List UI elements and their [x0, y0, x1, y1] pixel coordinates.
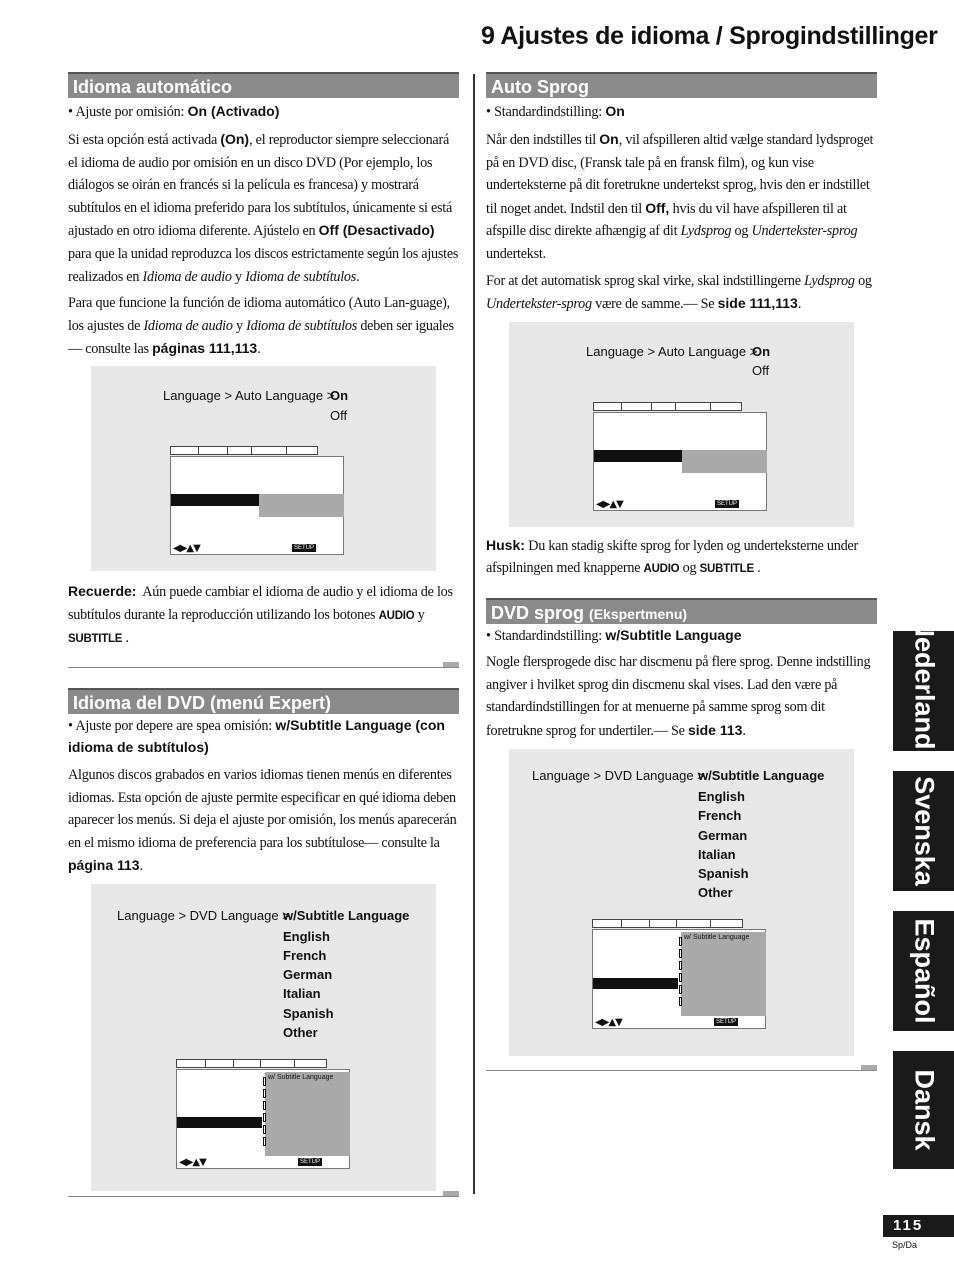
options-panel — [259, 494, 344, 517]
options-panel — [265, 1072, 350, 1156]
auto-language-figure — [509, 322, 854, 527]
option-italian: Italian — [283, 985, 321, 1001]
osd-tabs — [592, 919, 742, 928]
cursor — [263, 1113, 266, 1122]
osd-tabs — [176, 1059, 326, 1068]
right-column-lower — [486, 598, 877, 1056]
cursor — [679, 985, 682, 994]
option-off: Off — [752, 362, 770, 378]
option-on: On — [752, 343, 771, 359]
section-rule — [68, 667, 459, 668]
nav-arrows-icon: ◀▶▲▼ — [173, 542, 200, 554]
page-title: 9 Ajustes de idioma / Sprogindstillinger — [481, 22, 938, 50]
option-w-subtitle: w/Subtitle Language — [698, 768, 825, 784]
option-german: German — [698, 828, 748, 844]
cursor — [263, 1077, 266, 1086]
paragraph: Algunos discos grabados en varios idiomas tienen menús en diferentes idiomas. Esta opción de ajuste permite especificar en qué idioma deben aparecer los menús. Si deja el ajuste por omisión, los menús aparecerán en el mismo idioma de preferencia para los subtítulose— consulte la página 113. — [68, 767, 457, 875]
husk-note: Husk: Du kan stadig skifte sprog for lyden og underteksterne under afspilningen med knapperne AUDIO og SUBTITLE . — [486, 536, 858, 577]
options-panel — [682, 450, 767, 473]
recuerde-note: Recuerde: Aún puede cambiar el idioma de audio y el idioma de los subtítulos durante la reproducción utilizando los botones AUDIO y SUBTITLE . — [68, 582, 453, 647]
default-setting — [68, 101, 459, 123]
side-tab-espanol[interactable] — [893, 911, 954, 1031]
option-on: On — [330, 387, 349, 403]
section-rule-end — [861, 1065, 877, 1070]
option-german: German — [283, 966, 333, 982]
section-heading-auto-sprog: Auto Sprog — [486, 72, 877, 98]
default-value: On (Activado) — [187, 103, 280, 119]
page-number: 115 — [883, 1215, 954, 1237]
option-french: French — [283, 947, 327, 963]
setup-icon: SETUP — [300, 1158, 321, 1165]
side-tab-label: Svenska — [909, 776, 939, 886]
section-rule-end — [443, 1191, 459, 1196]
osd-screen — [593, 412, 767, 511]
osd-label: w/ Subtitle Language — [684, 934, 750, 942]
side-tab-svenska[interactable] — [893, 771, 954, 891]
cursor — [263, 1125, 266, 1134]
section-rule — [486, 1070, 877, 1071]
auto-language-figure — [91, 366, 436, 571]
option-french: French — [698, 808, 742, 824]
paragraph: Nogle flersprogede disc har discmenu på flere sprog. Denne indstilling angiver i hvilket sprog din discmenu skal vises. Lad den være på standardindstillingen for at menuerne på samme sprog som dit foretrukne sprog for undertiler.— Se side 113. — [486, 654, 871, 739]
selected-row — [593, 978, 678, 989]
nav-arrows-icon: ◀▶▲▼ — [179, 1156, 206, 1168]
option-english: English — [283, 928, 330, 944]
osd-tabs — [593, 402, 741, 411]
osd-label: w/ Subtitle Language — [268, 1073, 334, 1081]
osd-screen — [170, 456, 344, 555]
side-tab-dansk[interactable] — [893, 1051, 954, 1169]
option-w-subtitle: w/Subtitle Language — [283, 907, 410, 923]
section-heading-idioma-dvd: Idioma del DVD (menú Expert) — [68, 688, 459, 714]
section-rule-end — [443, 662, 459, 667]
cursor — [679, 973, 682, 982]
section-rule — [68, 1196, 459, 1197]
default-setting: • Standardindstilling: On — [486, 103, 625, 120]
paragraph: Si esta opción está activada (On), el reproductor siempre seleccionará el idioma de audio por omisión en un disco DVD (Por ejemplo, los diálogos se oirán en francés si la película es francesa) y mostrará subtítulos en el idioma preferido para los subtítulos, únicamente si está ajustado en otro idioma diferente. Ajústelo en Off (Desactivado) para que la unidad reproduzca los discos estrictamente según los ajustes realizados en Idioma de audio y Idioma de subtítulos. — [68, 131, 459, 285]
side-tab-nederlands[interactable] — [893, 617, 954, 765]
column-divider — [473, 74, 475, 1194]
nav-arrows-icon: ◀▶▲▼ — [596, 498, 623, 510]
option-off: Off — [330, 407, 348, 423]
option-spanish: Spanish — [698, 866, 749, 882]
paragraph: For at det automatisk sprog skal virke, skal indstillingerne Lydsprog og Undertekster-sprog være de samme.— Se side 111,113. — [486, 272, 872, 313]
side-tab-label: Español — [909, 918, 939, 1024]
selected-row — [171, 494, 259, 506]
menu-path: Language > DVD Language > — [532, 768, 705, 784]
default-setting: • Standardindstilling: w/Subtitle Language — [486, 627, 742, 644]
section-heading-idioma-automatico: Idioma automático — [68, 72, 459, 98]
cursor — [679, 961, 682, 970]
paragraph: Para que funcione la función de idioma automático (Auto Lan-guage), los ajustes de Idioma de audio y Idioma de subtítulos deben ser iguales— consulte las páginas 111,113. — [68, 295, 454, 358]
paragraph: Når den indstilles til On, vil afspilleren altid vælge standard lydsproget på en DVD disc, (Fransk tale på en fransk film), og kun vise underteksterne på dit foretrukne undertekst sprog, hvis den er indstillet til noget andet. Indstil den til Off, hvis du vil have afspilleren til at afspille disc direkte afhængig af dit Lydsprog og Undertekster-sprog undertekst. — [486, 131, 874, 262]
menu-path: Language > Auto Language > — [586, 343, 758, 359]
option-italian: Italian — [698, 847, 736, 863]
option-other: Other — [283, 1024, 318, 1040]
cursor — [263, 1137, 266, 1146]
option-english: English — [698, 789, 745, 805]
right-column — [486, 72, 877, 581]
setup-icon: SETUP — [294, 544, 315, 551]
cursor — [263, 1101, 266, 1110]
menu-path: Language > Auto Language > — [163, 387, 335, 403]
setup-icon: SETUP — [717, 500, 738, 507]
side-tab-label: Nederlands — [909, 617, 939, 765]
left-column — [68, 72, 459, 651]
cursor — [679, 937, 682, 946]
left-column-lower — [68, 688, 459, 1191]
cursor — [679, 949, 682, 958]
option-spanish: Spanish — [283, 1005, 334, 1021]
options-panel — [681, 932, 766, 1016]
dvd-language-figure — [509, 749, 854, 1056]
section-heading-dvd-sprog: DVD sprog (Ekspertmenu) — [486, 598, 877, 624]
option-other: Other — [698, 885, 733, 901]
cursor — [679, 997, 682, 1006]
osd-tabs — [170, 446, 317, 455]
default-setting: • Ajuste por depere are spea omisión: w/Subtitle Language (con idioma de subtítulos) — [68, 717, 445, 755]
cursor — [263, 1089, 266, 1098]
selected-row — [177, 1117, 262, 1128]
osd-screen — [592, 929, 766, 1029]
default-label: • Ajuste por omisión: — [68, 104, 185, 120]
side-tab-label: Dansk — [909, 1069, 939, 1151]
dvd-language-figure — [91, 884, 436, 1191]
selected-row — [594, 450, 682, 462]
page-code: Sp/Da — [892, 1240, 918, 1250]
osd-screen — [176, 1069, 350, 1169]
setup-icon: SETUP — [716, 1019, 737, 1026]
nav-arrows-icon: ◀▶▲▼ — [595, 1017, 622, 1029]
menu-path: Language > DVD Language > — [117, 907, 290, 923]
